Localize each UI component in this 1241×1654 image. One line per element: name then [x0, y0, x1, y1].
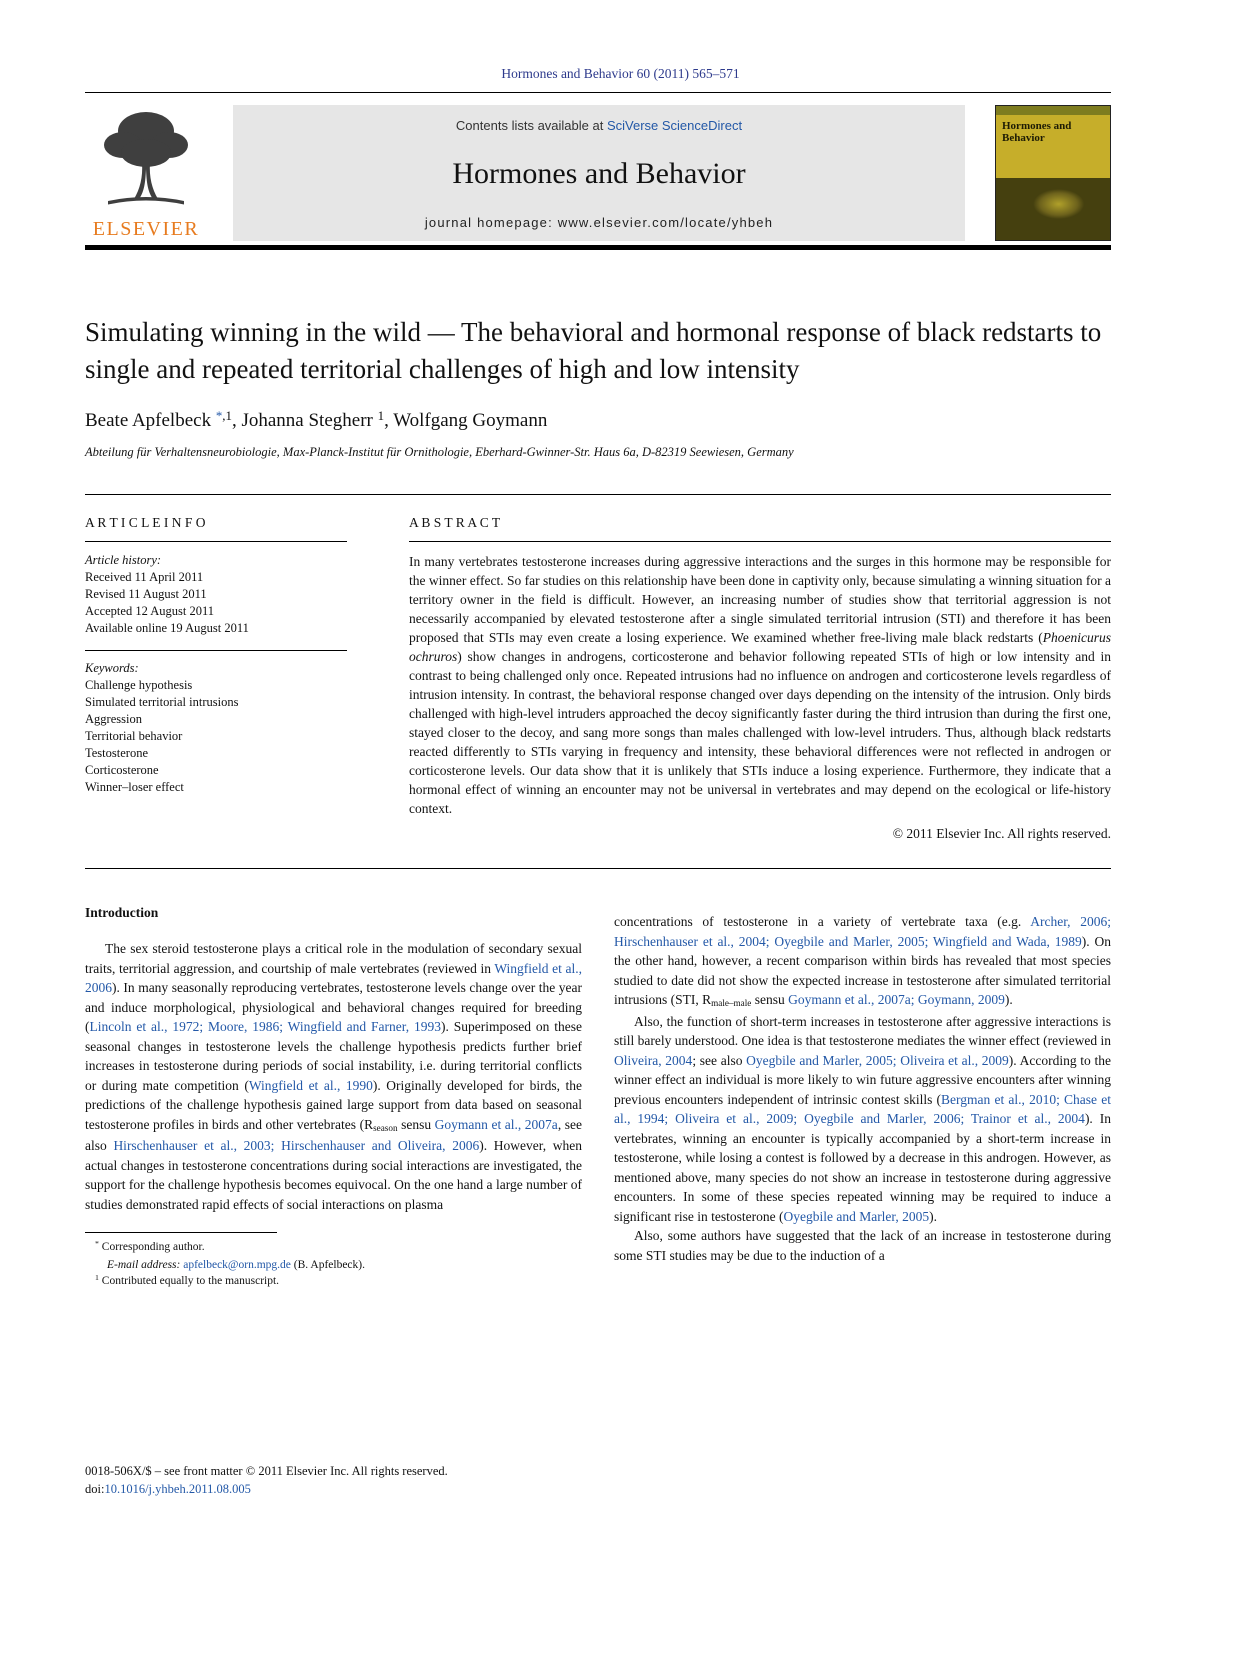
footnote-corresponding-author: * Corresponding author.	[95, 1239, 205, 1253]
divider	[409, 541, 1111, 542]
citation-link[interactable]: Bergman et al., 2010; Chase et al., 1994; Oliveira et al., 2009; Oyegbile and Marler, 2006; Trainor et al., 2004	[614, 1091, 1111, 1126]
article-history-label: Article history:	[85, 553, 162, 567]
keyword-item: Corticosterone	[85, 763, 159, 777]
journal-title: Hormones and Behavior	[452, 157, 746, 190]
header-bottom-bar	[85, 245, 1111, 250]
header-top-divider	[85, 92, 1111, 93]
elsevier-tree-icon	[90, 107, 202, 209]
page-content	[85, 92, 1111, 1291]
journal-citation: Hormones and Behavior 60 (2011) 565–571	[501, 66, 740, 81]
body-left-column	[85, 905, 582, 1291]
cover-top-band	[996, 106, 1110, 115]
keyword-item: Testosterone	[85, 746, 148, 760]
elsevier-logo	[85, 105, 207, 241]
contents-available-line: Contents lists available at SciVerse ScienceDirect	[455, 118, 743, 133]
cover-photo	[996, 178, 1110, 240]
citation-link[interactable]: Hirschenhauser et al., 2003; Hirschenhauser and Oliveira, 2006	[113, 1138, 480, 1153]
sciverse-sciencedirect-link[interactable]: SciVerse ScienceDirect	[606, 118, 743, 133]
article-body	[85, 905, 1111, 1291]
section-heading-introduction: Introduction	[85, 905, 159, 920]
citation-link[interactable]: Goymann et al., 2007a; Goymann, 2009	[788, 992, 1005, 1007]
doi-line: doi:10.1016/j.yhbeh.2011.08.005	[85, 1482, 251, 1496]
abstract-text: In many vertebrates testosterone increases during aggressive interactions and the surges in this hormone may be responsible for the winner effect. So far studies on this relationship have been done in captivity only, because simulating a winning situation for a territory owner in the field is difficult. However, an increasing number of studies show that territorial aggression is not necessarily accompanied by elevated testosterone after a single simulated territorial intrusion (STI) and therefore it has been proposed that STIs may even create a losing experience. We examined whether free-living male black redstarts (Phoenicurus ochruros) show changes in androgens, corticosterone and behavior following repeated STIs of high or low intensity and in contrast to being challenged only once. Repeated intrusions had no influence on androgen and corticosterone levels regardless of intrusion intensity. In contrast, the behavioral response changed over days depending on the intensity of the intrusion. Only birds challenged with high-level intruders approached the decoy significantly faster during the third intrusion than during the first one, stayed closer to the decoy, and sang more songs than males challenged with low-level intruders. Thus, although black redstarts reacted differently to STIs varying in frequency and intensity, these behavioral differences were not reflected in androgen or corticosterone levels. Our data show that it is unlikely that STIs induce a losing experience. Furthermore, they indicate that a hormonal effect of winning an encounter may not be universal in vertebrates and may depend on the ecological or life-history context.	[409, 554, 1111, 816]
article-info-heading: A R T I C L E I N F O	[85, 515, 206, 530]
keyword-item: Aggression	[85, 712, 142, 726]
keyword-item: Simulated territorial intrusions	[85, 695, 239, 709]
abstract-column	[409, 515, 1111, 842]
footnote-contribution: $^1$ Contributed equally to the manuscript.	[95, 1273, 280, 1287]
keyword-item: Territorial behavior	[85, 729, 183, 743]
affiliation: Abteilung für Verhaltensneurobiologie, Max-Planck-Institut für Ornithologie, Eberhard-Gwinner-Str. Haus 6a, D-82319 Seewiesen, Germany	[85, 445, 794, 459]
cover-title: Hormones and Behavior	[1002, 120, 1072, 144]
citation-link[interactable]: Archer, 2006; Hirschenhauser et al., 2004; Oyegbile and Marler, 2005; Wingfield and Wada, 1989	[614, 914, 1111, 949]
citation-link[interactable]: Lincoln et al., 1972; Moore, 1986; Wingfield and Farner, 1993	[89, 1019, 441, 1034]
author-line: Beate Apfelbeck $^{*,1}$, Johanna Stegherr $^1$, Wolfgang Goymann	[85, 407, 548, 431]
journal-header	[85, 105, 1111, 241]
elsevier-wordmark: ELSEVIER	[92, 218, 200, 240]
body-paragraph: Also, the function of short-term increases in testosterone after aggressive interactions is still barely understood. One idea is that testosterone mediates the winner effect (reviewed in Oliveira, 2004; see also Oyegbile and Marler, 2005; Oliveira et al., 2009). According to the winner effect an individual is more likely to win future aggressive encounters after winning previous encounters independent of intrinsic contest skills (Bergman et al., 2010; Chase et al., 1994; Oliveira et al., 2009; Oyegbile and Marler, 2006; Trainor et al., 2004). In vertebrates, winning an encounter is typically accompanied by a short-term increase in testosterone, while losing a contest is followed by a decrease in this androgen. However, as mentioned above, many species do not show an increase in testosterone during aggressive encounters. In some of these species repeated winning may be required to induce a significant rise in testosterone (Oyegbile and Marler, 2005).	[614, 1013, 1111, 1224]
citation-link[interactable]: Wingfield et al., 1990	[248, 1077, 373, 1093]
keywords-label: Keywords:	[85, 661, 139, 675]
body-paragraph: The sex steroid testosterone plays a critical role in the modulation of secondary sexual traits, territorial aggression, and courtship of male vertebrates (reviewed in Wingfield et al., 2006). In many seasonally reproducing vertebrates, testosterone levels change over the year and induce morphological, physiological and behavioral changes required for breeding (Lincoln et al., 1972; Moore, 1986; Wingfield and Farner, 1993). Superimposed on these seasonal changes in testosterone levels the challenge hypothesis predicts further brief increases in testosterone during periods of social instability, i.e. during territorial conflicts or during mate competition (Wingfield et al., 1990). Originally developed for birds, the predictions of the challenge hypothesis gained large support from data based on seasonal testosterone profiles in birds and other vertebrates (Rseason sensu Goymann et al., 2007a, see also Hirschenhauser et al., 2003; Hirschenhauser and Oliveira, 2006). However, when actual changes in testosterone concentrations during social interactions are investigated, the support for the challenge hypothesis becomes equivocal. On the one hand a large number of studies demonstrated rapid effects of social interactions on plasma	[85, 941, 582, 1212]
copyright-line: © 2011 Elsevier Inc. All rights reserved.	[892, 826, 1111, 841]
article-footer	[85, 1462, 448, 1498]
info-abstract-section	[85, 495, 1111, 869]
footnote-divider	[85, 1232, 277, 1233]
citation-link[interactable]: Goymann et al., 2007a	[434, 1116, 558, 1132]
divider	[85, 541, 347, 542]
history-item: Accepted 12 August 2011	[85, 604, 215, 618]
citation-link[interactable]: Wingfield et al., 2006	[85, 960, 582, 995]
body-paragraph: Also, some authors have suggested that the lack of an increase in testosterone during some STI studies may be due to the induction of a	[614, 1228, 1111, 1263]
citation-link[interactable]: Oyegbile and Marler, 2005	[783, 1208, 930, 1224]
issn-copyright-line: 0018-506X/$ – see front matter © 2011 Elsevier Inc. All rights reserved.	[85, 1464, 448, 1478]
keyword-item: Challenge hypothesis	[85, 678, 193, 692]
doi-link[interactable]: 10.1016/j.yhbeh.2011.08.005	[104, 1482, 251, 1496]
citation-link[interactable]: Oliveira, 2004	[614, 1052, 693, 1068]
history-item: Available online 19 August 2011	[85, 621, 249, 635]
journal-homepage-link[interactable]: journal homepage: www.elsevier.com/locate/yhbeh	[424, 215, 774, 230]
keyword-item: Winner–loser effect	[85, 780, 184, 794]
citation-link[interactable]: Oyegbile and Marler, 2005; Oliveira et al., 2009	[746, 1052, 1009, 1068]
journal-cover-thumbnail	[995, 105, 1111, 241]
journal-banner	[233, 105, 965, 241]
footnote-email: E-mail address: apfelbeck@orn.mpg.de (B. Apfelbeck).	[107, 1258, 365, 1271]
article-title: Simulating winning in the wild — The behavioral and hormonal response of black redstarts to single and repeated territorial challenges of high and low intensity	[85, 317, 1102, 384]
body-right-column	[614, 905, 1111, 1291]
email-link[interactable]: apfelbeck@orn.mpg.de	[183, 1258, 291, 1271]
footnotes-block	[85, 1232, 582, 1291]
corresponding-author-asterisk[interactable]: *	[215, 407, 223, 423]
article-info-column	[85, 515, 347, 842]
divider	[85, 650, 347, 651]
history-item: Received 11 April 2011	[85, 570, 204, 584]
history-item: Revised 11 August 2011	[85, 587, 207, 601]
body-paragraph: concentrations of testosterone in a variety of vertebrate taxa (e.g. Archer, 2006; Hirschenhauser et al., 2004; Oyegbile and Marler, 2005; Wingfield and Wada, 1989). On the other hand, however, a recent comparison within birds has revealed that most species studied to date did not show the expected increase in testosterone after simulated territorial intrusions (STI, Rmale–male sensu Goymann et al., 2007a; Goymann, 2009).	[614, 914, 1111, 1009]
abstract-heading: A B S T R A C T	[409, 515, 501, 530]
